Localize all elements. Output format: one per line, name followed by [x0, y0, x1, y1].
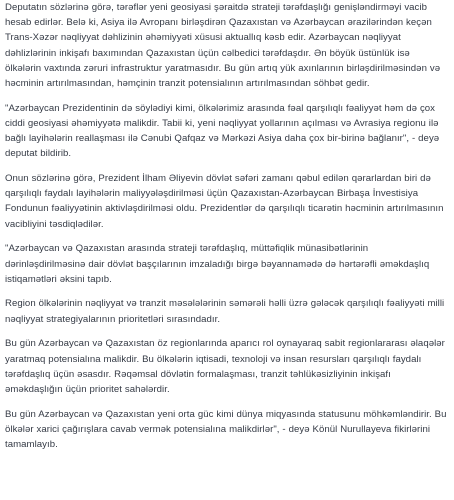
article-paragraph-3: Onun sözlərinə görə, Prezident İlham Əliyevin dövlət səfəri zamanı qəbul edilən qərarlardan biri də qarşılıqlı faydalı layihələrin maliyyələşdirilməsi üçün Qazaxıstan-Azərbaycan Birbaşa İnvestisiya Fondunun fəaliyyətinin aktivləşdirilməsi oldu. Prezidentlər də qarşılıqlı ticarətin həcminin artırılmasının vacibliyini təsdiqlədilər.: [5, 173, 444, 230]
article-paragraph-7: Bu gün Azərbaycan və Qazaxıstan yeni orta güc kimi dünya miqyasında statusunu möhkəmləndirir. Bu ölkələr xarici çağırışlara cavab vermək potensialına malikdirlər", - deyə Könül Nurullayeva fikirlərini tamamlayıb.: [5, 408, 447, 451]
article-paragraph-1: Deputatın sözlərinə görə, tərəflər yeni geosiyasi şəraitdə strateji tərəfdaşlığı genişləndirməyi vacib hesab edirlər. Belə ki, Asiya ilə Avropanı birləşdirən Qazaxıstan və Azərbaycan ərazilərindən keçən Trans-Xəzər nəqliyyat dəhlizinin əhəmiyyəti xüsusi aktuallıq kəsb edir. Azərbaycan nəqliyyat dəhlizlərinin inkişafı baxımından Qazaxıstan üçün cəlbedici tərəfdaşdır. Ən böyük üstünlük isə ölkələrin vaxtında zəruri infrastruktur yaratmasıdır. Bu gün artıq yük axınlarının birləşdirilməsindən və həcminin artırılmasından, həmçinin tranzit potensialının artırılmasından söhbət gedir.: [5, 2, 441, 90]
article-paragraph-2: "Azərbaycan Prezidentinin də söylədiyi kimi, ölkələrimiz arasında fəal qarşılıqlı fəaliyyət həm də çox ciddi geosiyasi əhəmiyyətə malikdir. Tabii ki, yeni nəqliyyat yollarının açılması və Avrasiya regionu ilə bağlı layihələrin reallaşması ilə Cənubi Qafqaz və Mərkəzi Asiya daha çox bir-birinə bağlanır", - deyə deputat bildirib.: [5, 102, 440, 160]
article-paragraph-5: Region ölkələrinin nəqliyyat və tranzit məsələlərinin səmərəli həlli üzrə gələcək qarşılıqlı fəaliyyəti milli nəqliyyat strategiyalarının prioritetləri sırasındadır.: [5, 298, 445, 325]
article-paragraph-6: Bu gün Azərbaycan və Qazaxıstan öz regionlarında aparıcı rol oynayaraq sabit regionlararası əlaqələr yaratmaq potensialına malikdir. Bu ölkələrin iqtisadi, texnoloji və insan resursları qarşılıqlı faydalı tərəfdaşlıq üçün əsasdır. Rəqəmsal dövlətin formalaşması, tranzit təhlükəsizliyinin inkişafı əməkdaşlığın üçün prioritet sahələrdir.: [5, 338, 445, 395]
article-paragraph-4: "Azərbaycan və Qazaxıstan arasında strateji tərəfdaşlıq, müttəfiqlik münasibətlərinin dərinləşdirilməsinə dair dövlət başçılarının imzaladığı birgə bəyannamədə də hərtərəfli əməkdaşlıq istiqamətləri əksini tapıb.: [5, 243, 430, 285]
